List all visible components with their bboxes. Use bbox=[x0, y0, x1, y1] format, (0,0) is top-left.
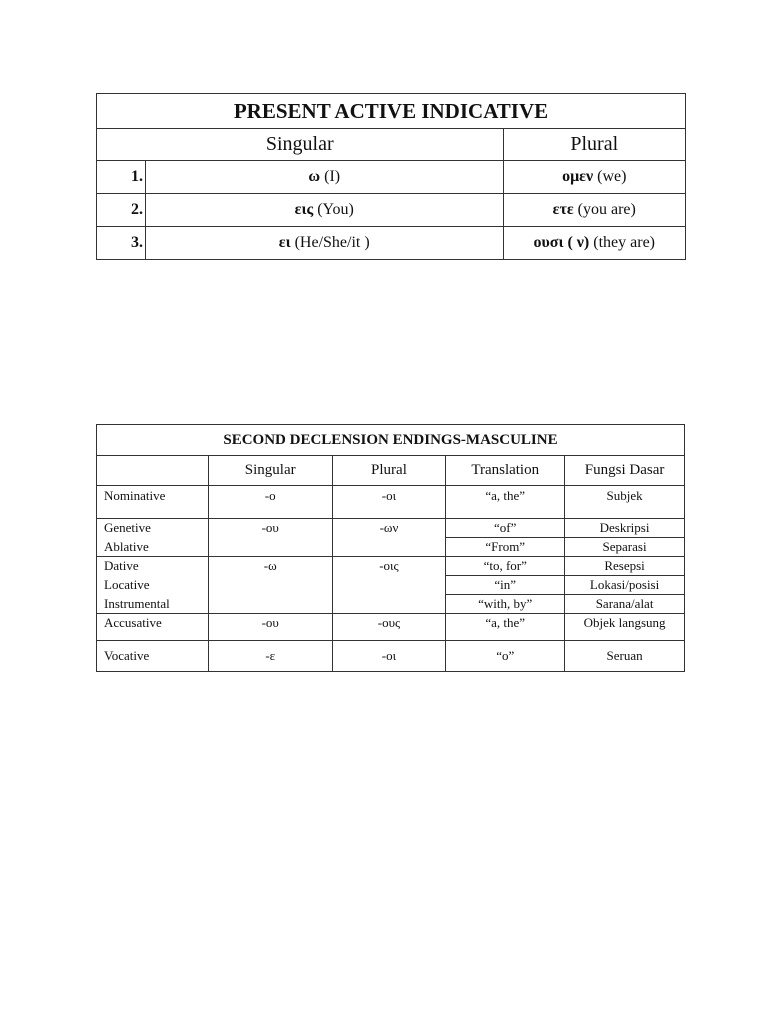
gloss: (You) bbox=[313, 201, 354, 218]
translation: “with, by” bbox=[446, 595, 565, 614]
singular-ending: -ω bbox=[208, 557, 332, 614]
singular-ending: -ου bbox=[208, 614, 332, 641]
table-row bbox=[97, 161, 686, 194]
plural-ending: -ους bbox=[332, 614, 446, 641]
translation: “From” bbox=[446, 538, 565, 557]
table-title: PRESENT ACTIVE INDICATIVE bbox=[97, 94, 686, 129]
case-name: Instrumental bbox=[97, 595, 209, 614]
singular-ending: -ου bbox=[208, 519, 332, 557]
header-fungsi-dasar: Fungsi Dasar bbox=[565, 456, 685, 486]
singular-ending: -ο bbox=[208, 486, 332, 519]
case-name: Genetive bbox=[97, 519, 209, 538]
translation: “o” bbox=[446, 641, 565, 672]
gloss: (we) bbox=[593, 168, 627, 185]
singular-ending: -ε bbox=[208, 641, 332, 672]
person-number: 2. bbox=[97, 194, 146, 227]
table-title: SECOND DECLENSION ENDINGS-MASCULINE bbox=[97, 425, 685, 456]
table-row bbox=[97, 641, 685, 672]
header-plural: Plural bbox=[332, 456, 446, 486]
gloss: (I) bbox=[320, 168, 341, 185]
table-row bbox=[97, 486, 685, 519]
plural-ending: -οι bbox=[332, 641, 446, 672]
function: Subjek bbox=[565, 486, 685, 519]
table-row bbox=[97, 227, 686, 260]
plural-header: Plural bbox=[503, 129, 686, 161]
plural-ending: -οις bbox=[332, 557, 446, 614]
second-declension-table bbox=[96, 424, 685, 672]
translation: “to, for” bbox=[446, 557, 565, 576]
case-name: Dative bbox=[97, 557, 209, 576]
plural-ending bbox=[503, 227, 686, 260]
gloss: (He/She/it ) bbox=[290, 234, 370, 251]
plural-ending: -οι bbox=[332, 486, 446, 519]
translation: “in” bbox=[446, 576, 565, 595]
plural-ending bbox=[503, 161, 686, 194]
person-number: 1. bbox=[97, 161, 146, 194]
person-number: 3. bbox=[97, 227, 146, 260]
case-name: Ablative bbox=[97, 538, 209, 557]
plural-ending bbox=[503, 194, 686, 227]
header-translation: Translation bbox=[446, 456, 565, 486]
greek-ending: ετε bbox=[552, 201, 574, 218]
function: Resepsi bbox=[565, 557, 685, 576]
table-row bbox=[97, 557, 685, 576]
singular-ending bbox=[146, 161, 504, 194]
function: Sarana/alat bbox=[565, 595, 685, 614]
table-row bbox=[97, 519, 685, 538]
case-name: Accusative bbox=[97, 614, 209, 641]
function: Lokasi/posisi bbox=[565, 576, 685, 595]
plural-ending: -ων bbox=[332, 519, 446, 557]
gloss: (they are) bbox=[589, 234, 655, 251]
translation: “of” bbox=[446, 519, 565, 538]
function: Deskripsi bbox=[565, 519, 685, 538]
gloss: (you are) bbox=[573, 201, 636, 218]
function: Separasi bbox=[565, 538, 685, 557]
singular-ending bbox=[146, 227, 504, 260]
singular-ending bbox=[146, 194, 504, 227]
case-name: Vocative bbox=[97, 641, 209, 672]
translation: “a, the” bbox=[446, 614, 565, 641]
header-singular: Singular bbox=[208, 456, 332, 486]
greek-ending: εις bbox=[294, 201, 314, 218]
table-row bbox=[97, 194, 686, 227]
greek-ending: ει bbox=[278, 234, 291, 251]
greek-ending: ω bbox=[308, 168, 321, 185]
greek-ending: ουσι ( ν) bbox=[533, 234, 590, 251]
present-active-indicative-table bbox=[96, 93, 686, 260]
header-blank bbox=[97, 456, 209, 486]
table-row bbox=[97, 614, 685, 641]
greek-ending: ομεν bbox=[562, 168, 594, 185]
translation: “a, the” bbox=[446, 486, 565, 519]
function: Seruan bbox=[565, 641, 685, 672]
function: Objek langsung bbox=[565, 614, 685, 641]
singular-header: Singular bbox=[97, 129, 504, 161]
case-name: Nominative bbox=[97, 486, 209, 519]
case-name: Locative bbox=[97, 576, 209, 595]
